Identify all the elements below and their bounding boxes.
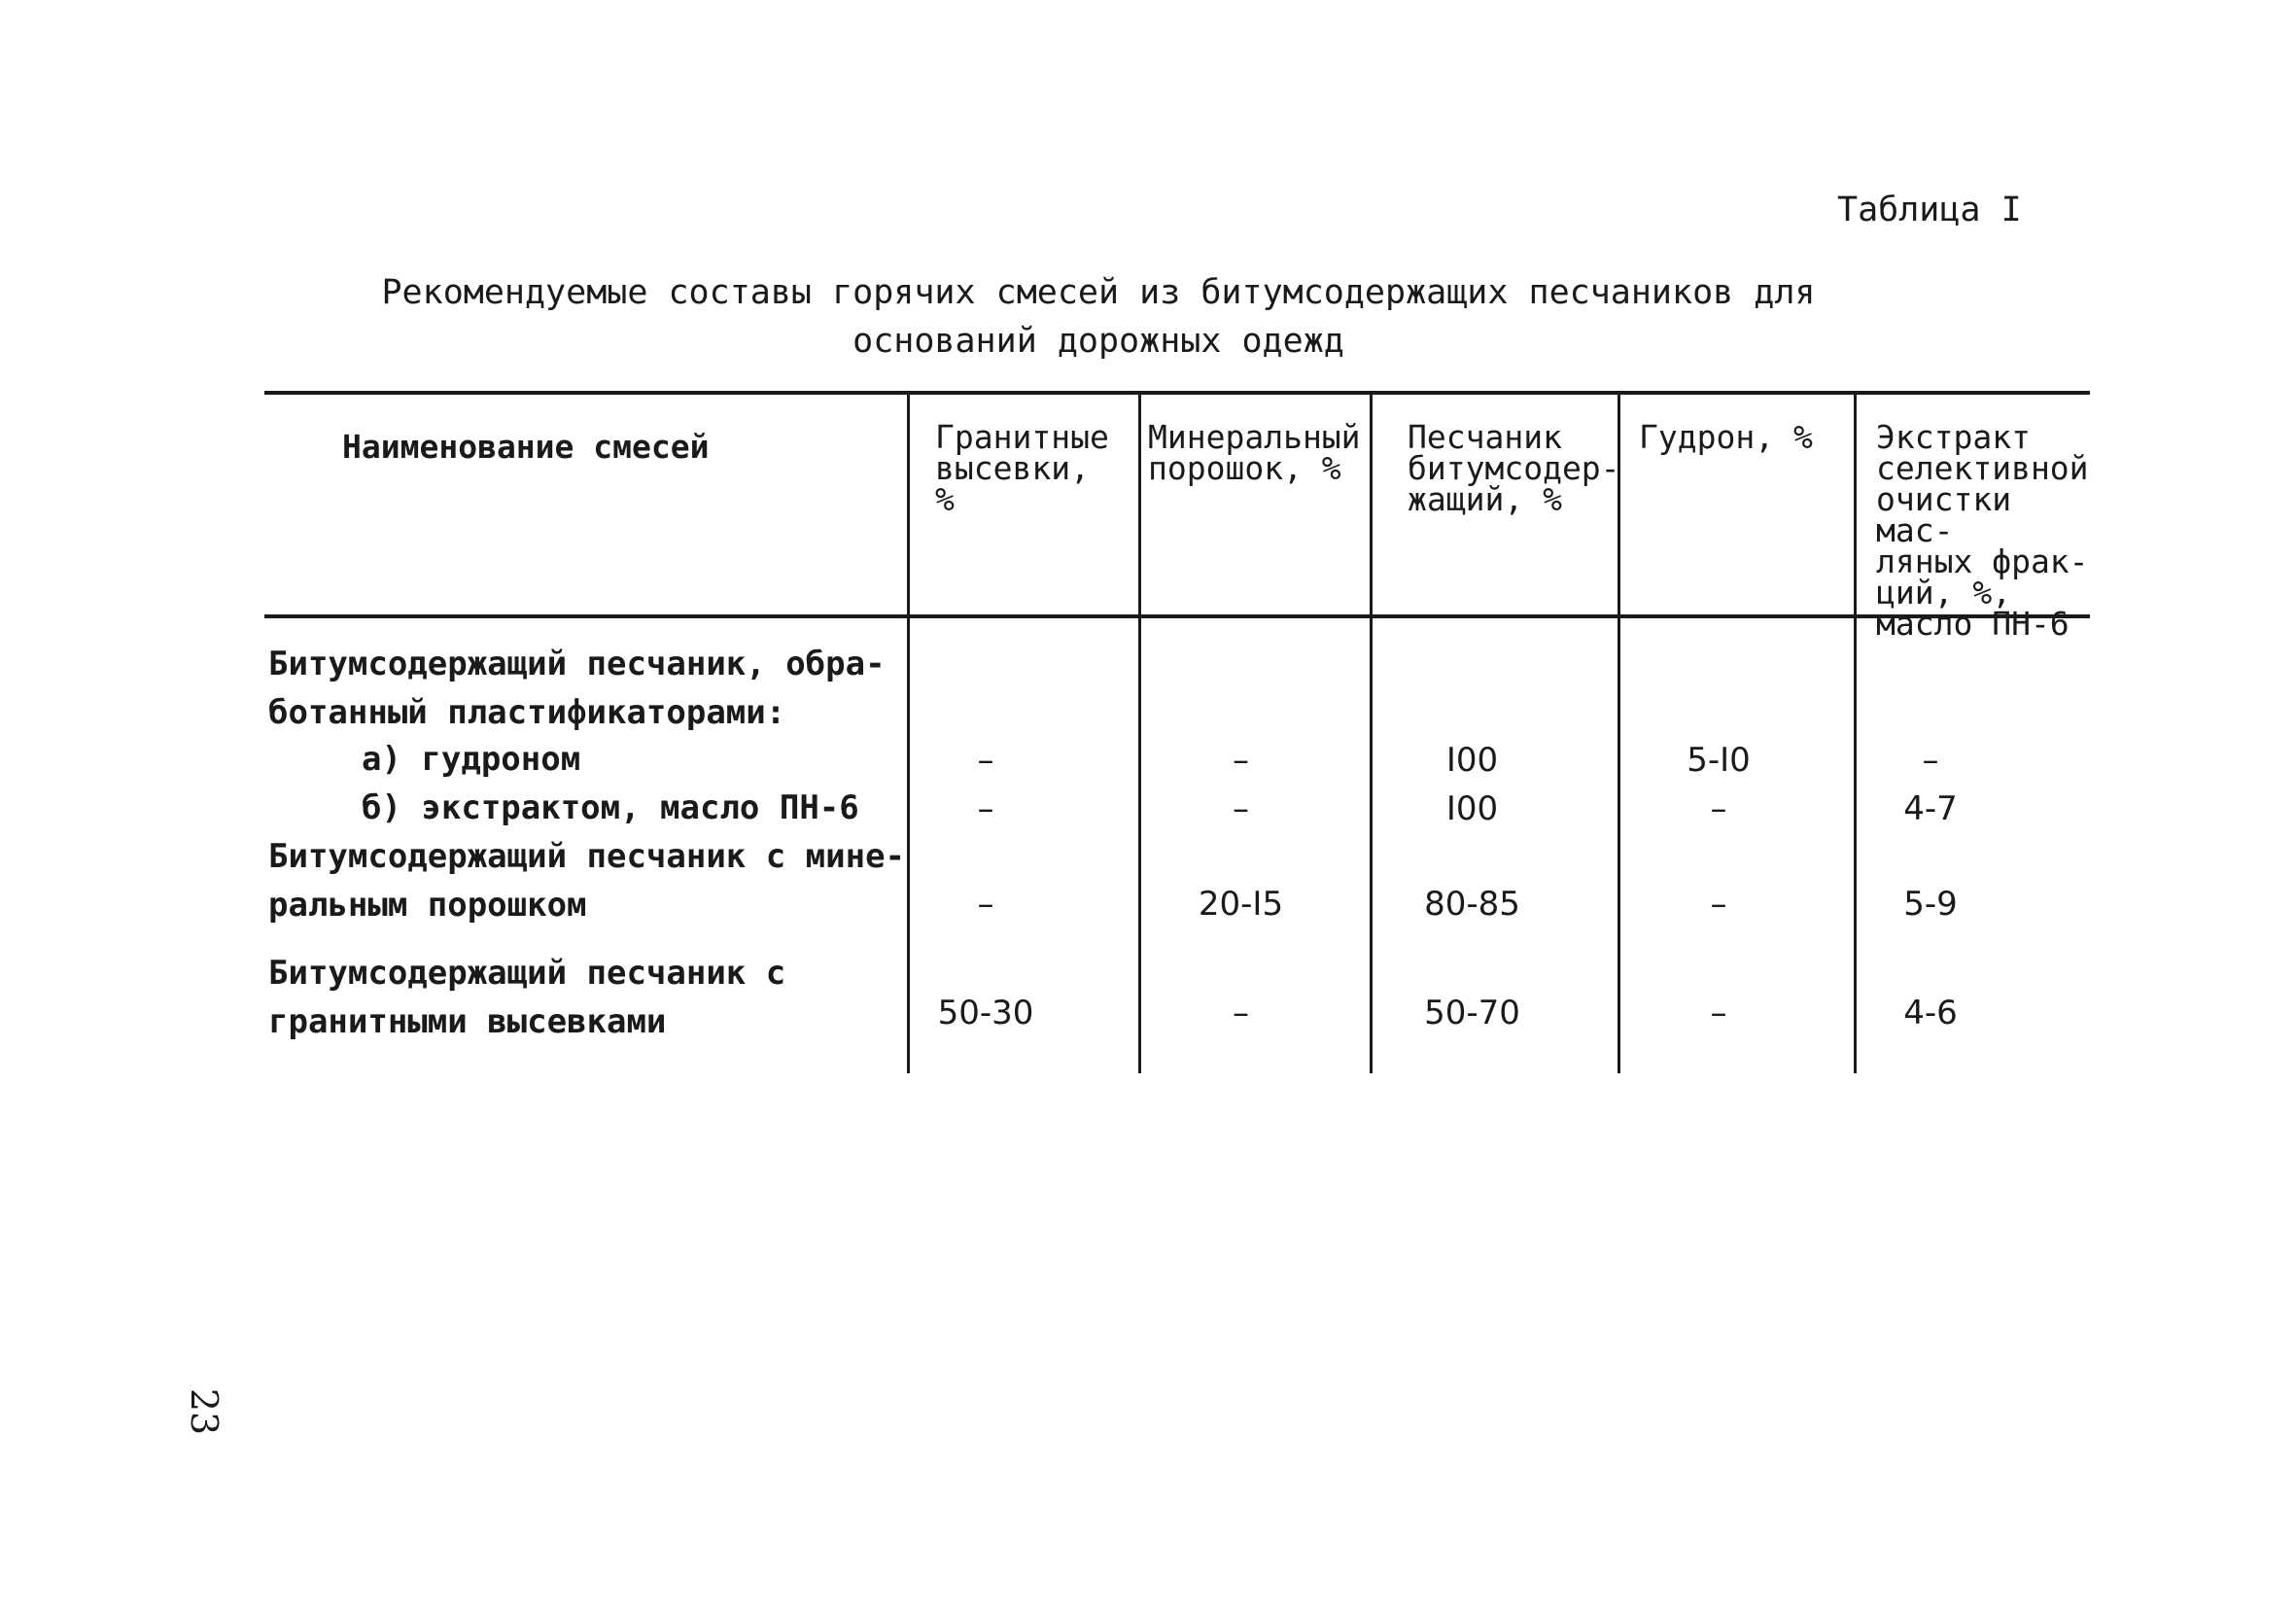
column-divider-1 [907, 393, 910, 1073]
column-divider-5 [1854, 393, 1857, 1073]
row-5-name [268, 949, 785, 1046]
table-label: Таблица I [1837, 191, 2022, 229]
header-mineral: Минеральный порошок, % [1148, 418, 1361, 487]
column-divider-3 [1370, 393, 1373, 1073]
row-3-extract: 4-7 [1903, 789, 1958, 828]
row-3-sandstone: I00 [1445, 789, 1499, 828]
page-number: 23 [183, 1387, 226, 1436]
row-4-sandstone: 80-85 [1424, 885, 1520, 924]
row-5-gudron: – [1710, 994, 1727, 1032]
row-2-name: а) гудроном [362, 740, 581, 779]
header-granite: Гранитные высевки, % [935, 418, 1109, 518]
header-gudron: Гудрон, % [1639, 418, 1813, 456]
row-4-name-line-2: ральным порошком [268, 886, 587, 925]
header-bottom-rule [264, 614, 2090, 618]
row-2-gudron: 5-I0 [1687, 741, 1751, 780]
row-4-name-line-1: Битумсодержащий песчаник с мине- [268, 837, 906, 876]
header-name: Наименование смесей [342, 428, 710, 466]
row-5-name-line-1: Битумсодержащий песчаник с [268, 954, 786, 993]
data-table [264, 391, 2090, 1075]
header-extract: Экстракт селективной очистки мас- ляных фрак- ций, %, масло ПН-6 [1876, 418, 2089, 643]
row-2-mineral: – [1233, 741, 1249, 780]
row-4-extract: 5-9 [1903, 885, 1958, 924]
row-2-sandstone: I00 [1445, 741, 1499, 780]
row-2-extract: – [1922, 741, 1939, 780]
row-4-granite: – [977, 885, 994, 924]
row-5-extract: 4-6 [1903, 994, 1958, 1032]
row-1-name-line-1: Битумсодержащий песчаник, обра- [268, 645, 886, 683]
row-3-gudron: – [1710, 789, 1727, 828]
row-5-name-line-2: гранитными высевками [268, 1002, 667, 1041]
table-top-rule [264, 391, 2090, 395]
row-3-mineral: – [1233, 789, 1249, 828]
table-caption [369, 268, 1827, 366]
row-2-granite: – [977, 741, 994, 780]
row-1-name-line-2: ботанный пластификаторами: [268, 693, 786, 732]
row-5-sandstone: 50-70 [1424, 994, 1520, 1032]
row-4-mineral: 20-I5 [1198, 885, 1284, 924]
row-5-mineral: – [1233, 994, 1249, 1032]
caption-line-1: Рекомендуемые составы горячих смесей из битумсодержащих песчаников для [381, 273, 1816, 312]
row-3-granite: – [977, 789, 994, 828]
column-divider-4 [1618, 393, 1620, 1073]
column-divider-2 [1138, 393, 1141, 1073]
row-1-name [268, 640, 886, 737]
row-3-name: б) экстрактом, масло ПН-6 [362, 788, 859, 827]
caption-line-2: оснований дорожных одежд [852, 322, 1344, 361]
row-4-name [268, 832, 905, 929]
row-5-granite: 50-30 [937, 994, 1034, 1032]
row-4-gudron: – [1710, 885, 1727, 924]
header-sandstone: Песчаник битумсодер- жащий, % [1408, 418, 1620, 518]
